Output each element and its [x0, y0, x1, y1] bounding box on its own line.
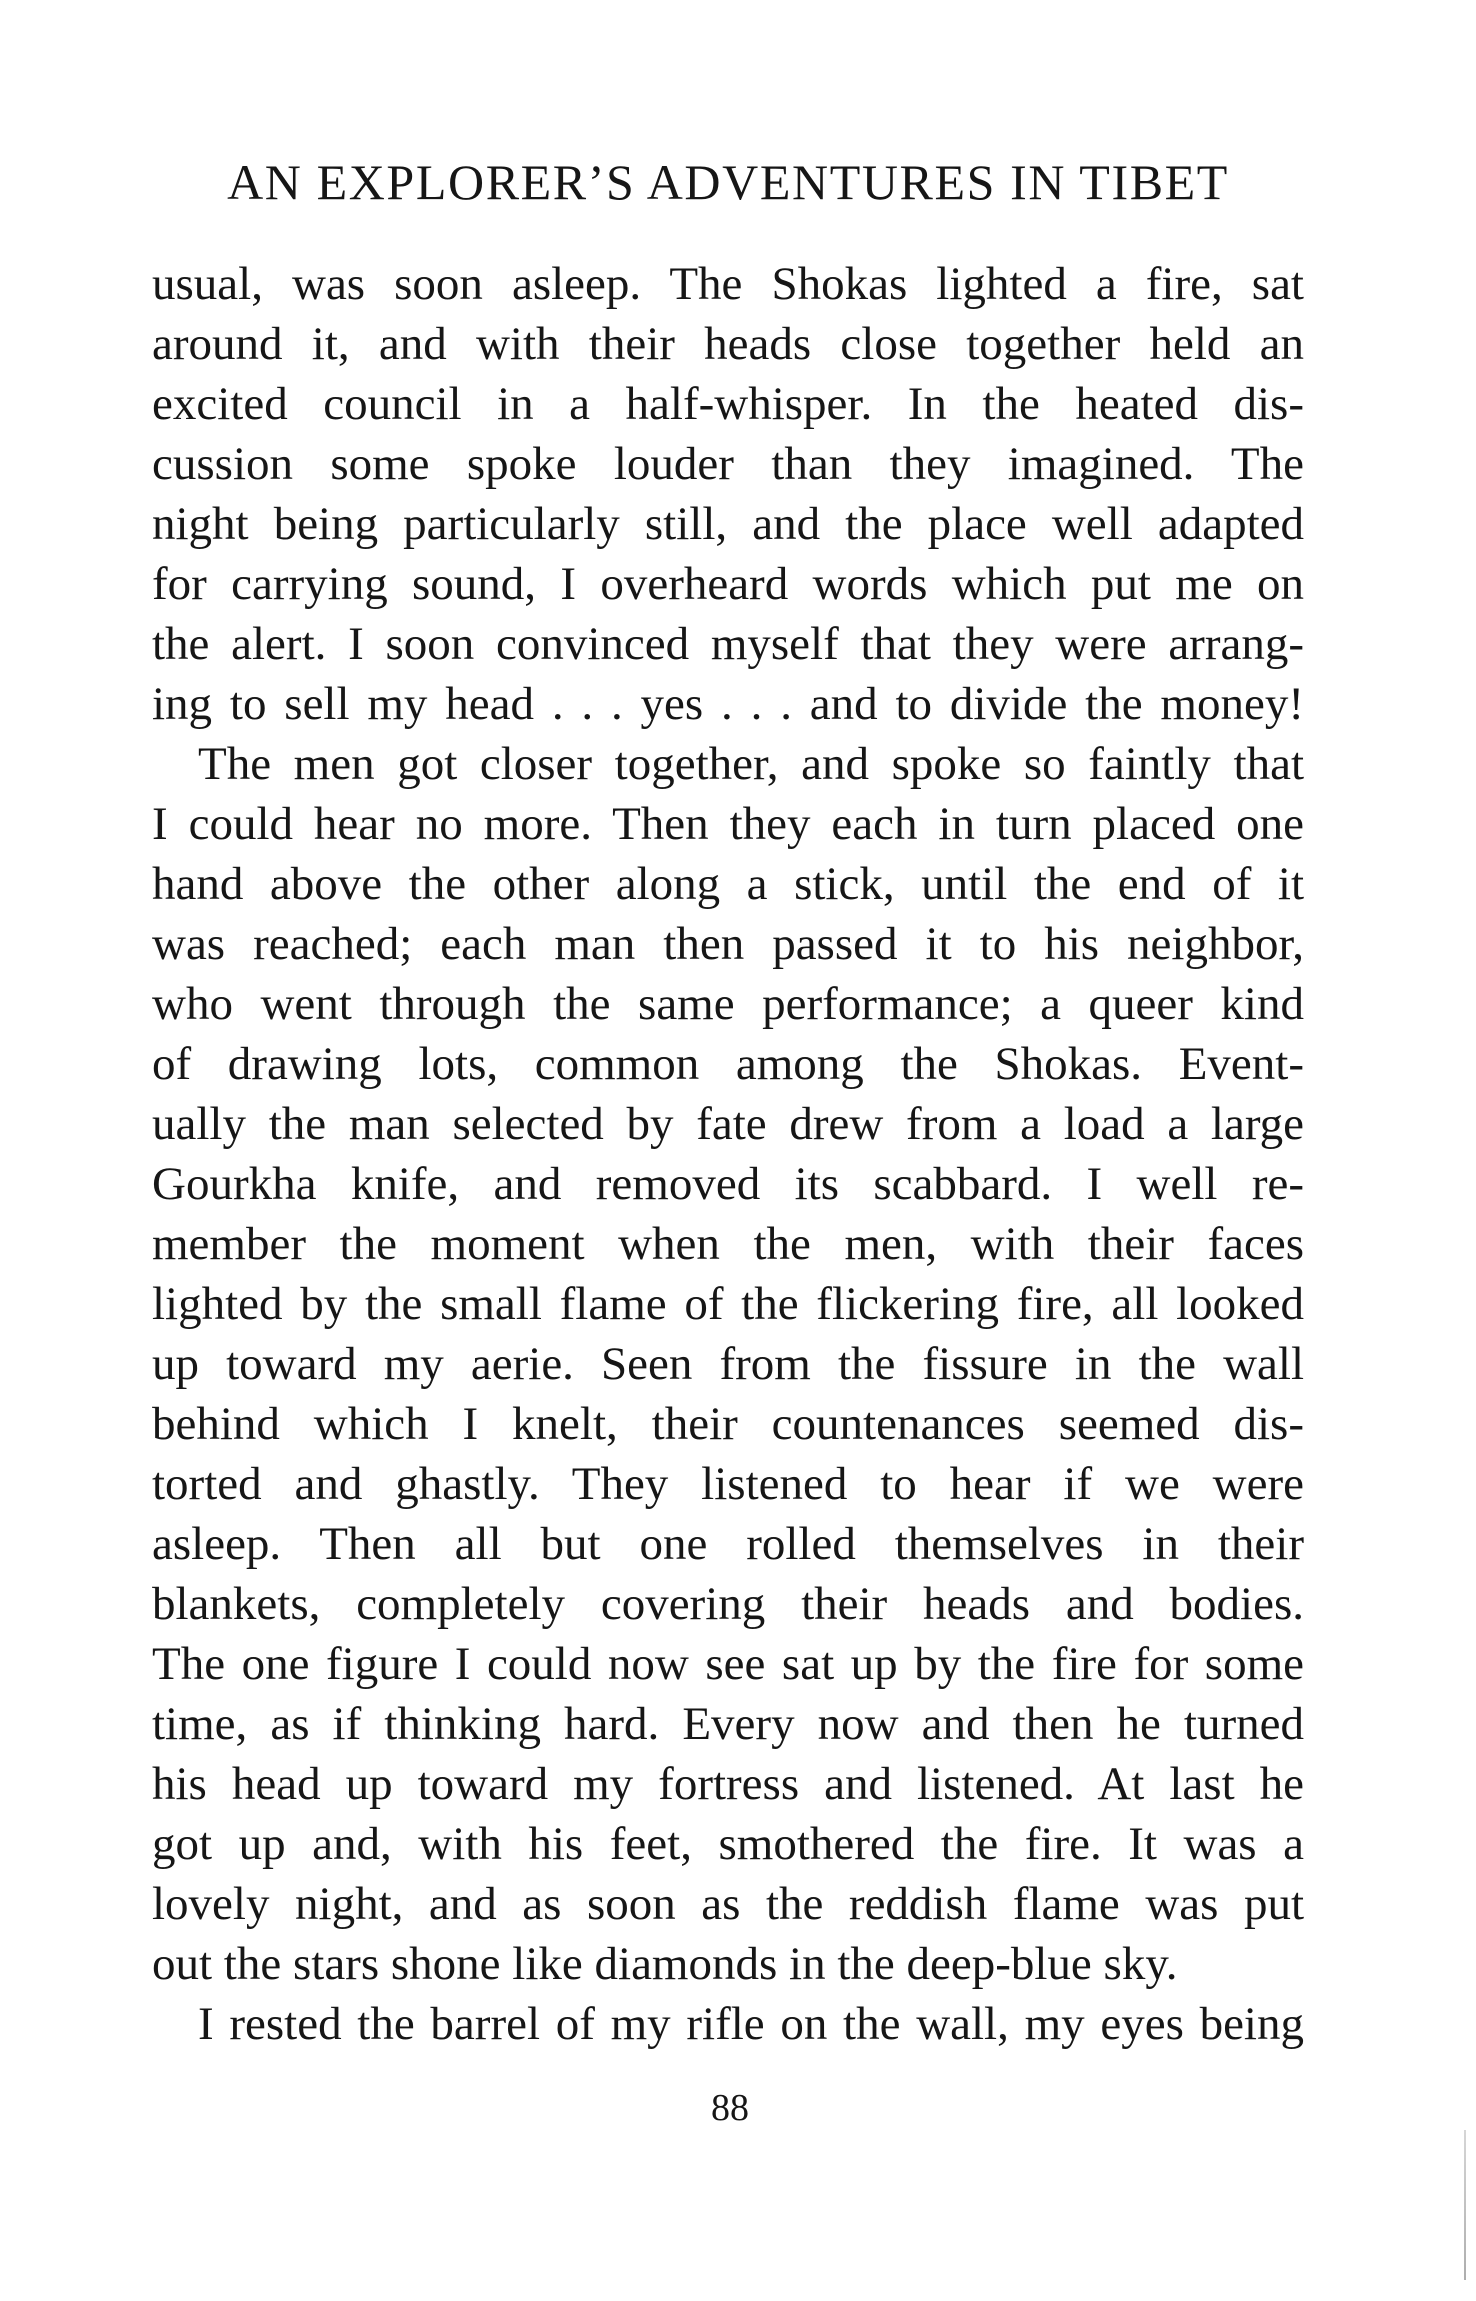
text-line: his head up toward my fortress and listened. At last he	[152, 1758, 1304, 1810]
text-line: for carrying sound, I overheard words which put me on	[152, 558, 1304, 610]
text-line: torted and ghastly. They listened to hear if we were	[152, 1458, 1304, 1510]
running-head: AN EXPLORER’S ADVENTURES IN TIBET	[227, 154, 1229, 210]
text-line: around it, and with their heads close together held an	[152, 318, 1304, 370]
text-line: out the stars shone like diamonds in the deep-blue sky.	[152, 1938, 1178, 1990]
text-line: who went through the same performance; a queer kind	[152, 978, 1304, 1030]
text-line: Gourkha knife, and removed its scabbard. I well re-	[152, 1158, 1304, 1210]
text-line: blankets, completely covering their heads and bodies.	[152, 1578, 1304, 1630]
text-line: lovely night, and as soon as the reddish flame was put	[152, 1878, 1304, 1930]
text-line: was reached; each man then passed it to his neighbor,	[152, 918, 1304, 970]
text-line: I rested the barrel of my rifle on the wall, my eyes being	[198, 1998, 1304, 2050]
page-number: 88	[711, 2087, 749, 2129]
text-line: the alert. I soon convinced myself that they were arrang-	[152, 618, 1304, 670]
text-line: excited council in a half-whisper. In the heated dis-	[152, 378, 1304, 430]
paragraph-3	[152, 1994, 1304, 2054]
text-line: got up and, with his feet, smothered the fire. It was a	[152, 1818, 1304, 1870]
text-line: night being particularly still, and the place well adapted	[152, 498, 1304, 550]
text-line: of drawing lots, common among the Shokas. Event-	[152, 1038, 1304, 1090]
text-line: behind which I knelt, their countenances seemed dis-	[152, 1398, 1304, 1450]
body-text	[152, 254, 1304, 2054]
text-line: ually the man selected by fate drew from a load a large	[152, 1098, 1304, 1150]
text-line: ing to sell my head . . . yes . . . and to divide the money!	[152, 678, 1304, 730]
text-line: time, as if thinking hard. Every now and then he turned	[152, 1698, 1304, 1750]
text-line: usual, was soon asleep. The Shokas lighted a fire, sat	[152, 258, 1304, 310]
text-line: up toward my aerie. Seen from the fissure in the wall	[152, 1338, 1304, 1390]
text-line: cussion some spoke louder than they imagined. The	[152, 438, 1304, 490]
text-line: The one figure I could now see sat up by the fire for some	[152, 1638, 1304, 1690]
paragraph-2	[152, 734, 1304, 1994]
paragraph-1	[152, 254, 1304, 734]
scan-edge-mark	[1464, 2130, 1466, 2280]
text-line: asleep. Then all but one rolled themselves in their	[152, 1518, 1304, 1570]
text-line: I could hear no more. Then they each in turn placed one	[152, 798, 1304, 850]
text-line: The men got closer together, and spoke so faintly that	[198, 738, 1304, 790]
text-line: hand above the other along a stick, until the end of it	[152, 858, 1304, 910]
text-line: lighted by the small flame of the flickering fire, all looked	[152, 1278, 1304, 1330]
text-line: member the moment when the men, with their faces	[152, 1218, 1304, 1270]
